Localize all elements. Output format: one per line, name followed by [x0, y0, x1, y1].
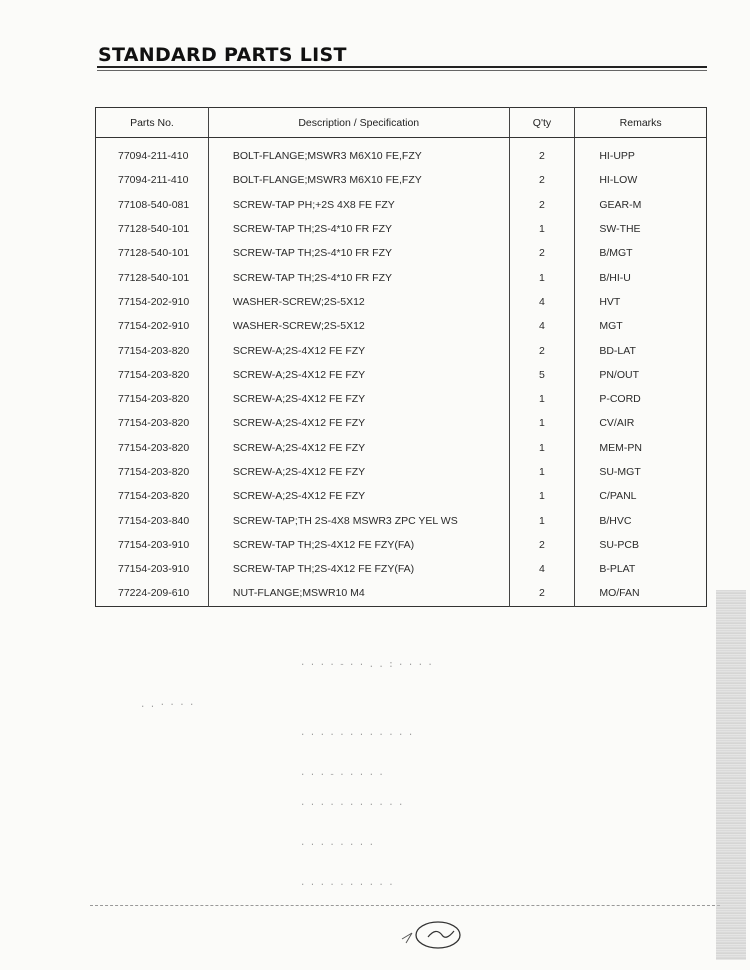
table-row — [96, 508, 707, 532]
table-row — [96, 314, 707, 338]
cell-description: SCREW-TAP TH;2S-4X12 FE FZY(FA) — [208, 533, 509, 557]
cell-qty: 1 — [509, 387, 575, 411]
scan-edge-noise — [716, 590, 746, 960]
cell-description: WASHER-SCREW;2S-5X12 — [208, 290, 509, 314]
cell-description: SCREW-TAP TH;2S-4*10 FR FZY — [208, 217, 509, 241]
cell-parts-no: 77154-203-820 — [96, 363, 209, 387]
cell-parts-no: 77154-203-820 — [96, 436, 209, 460]
cell-description: SCREW-TAP TH;2S-4X12 FE FZY(FA) — [208, 557, 509, 581]
cell-parts-no: 77154-203-840 — [96, 508, 209, 532]
cell-remarks: B/HI-U — [599, 271, 631, 284]
cell-qty: 2 — [509, 533, 575, 557]
cell-description: SCREW-A;2S-4X12 FE FZY — [208, 460, 509, 484]
cell-qty: 1 — [509, 484, 575, 508]
cell-qty: 2 — [509, 193, 575, 217]
cell-remarks: PN/OUT — [599, 368, 640, 381]
table-row — [96, 138, 707, 169]
title-underline — [97, 66, 707, 68]
cell-description: BOLT-FLANGE;MSWR3 M6X10 FE,FZY — [208, 168, 509, 192]
cell-description: SCREW-A;2S-4X12 FE FZY — [208, 387, 509, 411]
cell-remarks: SU-PCB — [599, 538, 640, 551]
cell-parts-no: 77094-211-410 — [96, 138, 209, 169]
cell-qty: 1 — [509, 460, 575, 484]
cell-parts-no: 77154-203-820 — [96, 387, 209, 411]
parts-table — [95, 107, 707, 607]
cell-description: SCREW-A;2S-4X12 FE FZY — [208, 411, 509, 435]
table-row — [96, 241, 707, 265]
cell-description: SCREW-A;2S-4X12 FE FZY — [208, 484, 509, 508]
cell-qty: 2 — [509, 138, 575, 169]
cell-description: SCREW-A;2S-4X12 FE FZY — [208, 436, 509, 460]
table-row — [96, 411, 707, 435]
cell-remarks: SW-THE — [599, 223, 641, 236]
handwritten-mark — [400, 915, 470, 955]
cell-parts-no: 77154-203-820 — [96, 338, 209, 362]
cell-qty: 1 — [509, 411, 575, 435]
table-row — [96, 265, 707, 289]
cell-parts-no: 77128-540-101 — [96, 265, 209, 289]
table-row — [96, 217, 707, 241]
cell-parts-no: 77154-203-820 — [96, 411, 209, 435]
cell-remarks: BD-LAT — [599, 344, 636, 357]
cell-remarks: B/HVC — [599, 514, 632, 527]
cell-description: SCREW-TAP;TH 2S-4X8 MSWR3 ZPC YEL WS — [208, 508, 509, 532]
cell-description: SCREW-TAP TH;2S-4*10 FR FZY — [208, 265, 509, 289]
cell-description: SCREW-TAP PH;+2S 4X8 FE FZY — [208, 193, 509, 217]
cell-parts-no: 77108-540-081 — [96, 193, 209, 217]
cell-parts-no: 77154-202-910 — [96, 314, 209, 338]
cell-parts-no: 77154-202-910 — [96, 290, 209, 314]
table-row — [96, 363, 707, 387]
cell-qty: 1 — [509, 436, 575, 460]
cell-qty: 1 — [509, 508, 575, 532]
cell-remarks: HI-UPP — [599, 150, 635, 163]
table-row — [96, 387, 707, 411]
header-remarks: Remarks — [575, 108, 707, 138]
table-row — [96, 484, 707, 508]
cell-description: NUT-FLANGE;MSWR10 M4 — [208, 581, 509, 606]
cell-qty: 2 — [509, 168, 575, 192]
cell-parts-no: 77154-203-910 — [96, 533, 209, 557]
cell-qty: 4 — [509, 314, 575, 338]
cell-remarks: MO/FAN — [599, 587, 640, 600]
cell-remarks: MEM-PN — [599, 441, 642, 454]
cell-remarks: B-PLAT — [599, 563, 636, 576]
cell-parts-no: 77128-540-101 — [96, 217, 209, 241]
cell-remarks: B/MGT — [599, 247, 633, 260]
header-qty: Q'ty — [509, 108, 575, 138]
cell-qty: 2 — [509, 338, 575, 362]
header-description: Description / Specification — [208, 108, 509, 138]
cell-remarks: C/PANL — [599, 490, 637, 503]
cell-qty: 2 — [509, 241, 575, 265]
cell-remarks: HI-LOW — [599, 174, 638, 187]
table-row — [96, 460, 707, 484]
cell-description: WASHER-SCREW;2S-5X12 — [208, 314, 509, 338]
table-row — [96, 338, 707, 362]
cell-description: SCREW-A;2S-4X12 FE FZY — [208, 363, 509, 387]
cell-parts-no: 77154-203-820 — [96, 484, 209, 508]
table-row — [96, 290, 707, 314]
cell-parts-no: 77128-540-101 — [96, 241, 209, 265]
cell-remarks: MGT — [599, 320, 623, 333]
cell-qty: 1 — [509, 265, 575, 289]
cell-qty: 4 — [509, 557, 575, 581]
page-title: STANDARD PARTS LIST — [98, 44, 347, 66]
cell-remarks: SU-MGT — [599, 466, 641, 478]
table-row — [96, 193, 707, 217]
cell-qty: 1 — [509, 217, 575, 241]
table-row — [96, 581, 707, 606]
cell-parts-no: 77154-203-820 — [96, 460, 209, 484]
cell-parts-no: 77094-211-410 — [96, 168, 209, 192]
bleed-through-rule — [90, 905, 720, 906]
cell-remarks: GEAR-M — [599, 198, 642, 211]
table-header-row — [96, 108, 707, 138]
cell-remarks: CV/AIR — [599, 417, 635, 430]
title-underline-thin — [97, 70, 707, 71]
table-row — [96, 557, 707, 581]
table-row — [96, 436, 707, 460]
table-row — [96, 168, 707, 192]
cell-description: SCREW-A;2S-4X12 FE FZY — [208, 338, 509, 362]
table-row — [96, 533, 707, 557]
cell-remarks: P-CORD — [599, 393, 641, 406]
cell-qty: 4 — [509, 290, 575, 314]
cell-parts-no: 77154-203-910 — [96, 557, 209, 581]
header-parts-no: Parts No. — [96, 108, 209, 138]
cell-qty: 2 — [509, 581, 575, 606]
cell-qty: 5 — [509, 363, 575, 387]
parts-table-body — [96, 138, 707, 607]
cell-description: BOLT-FLANGE;MSWR3 M6X10 FE,FZY — [208, 138, 509, 169]
cell-remarks: HVT — [599, 295, 621, 308]
cell-parts-no: 77224-209-610 — [96, 581, 209, 606]
cell-description: SCREW-TAP TH;2S-4*10 FR FZY — [208, 241, 509, 265]
